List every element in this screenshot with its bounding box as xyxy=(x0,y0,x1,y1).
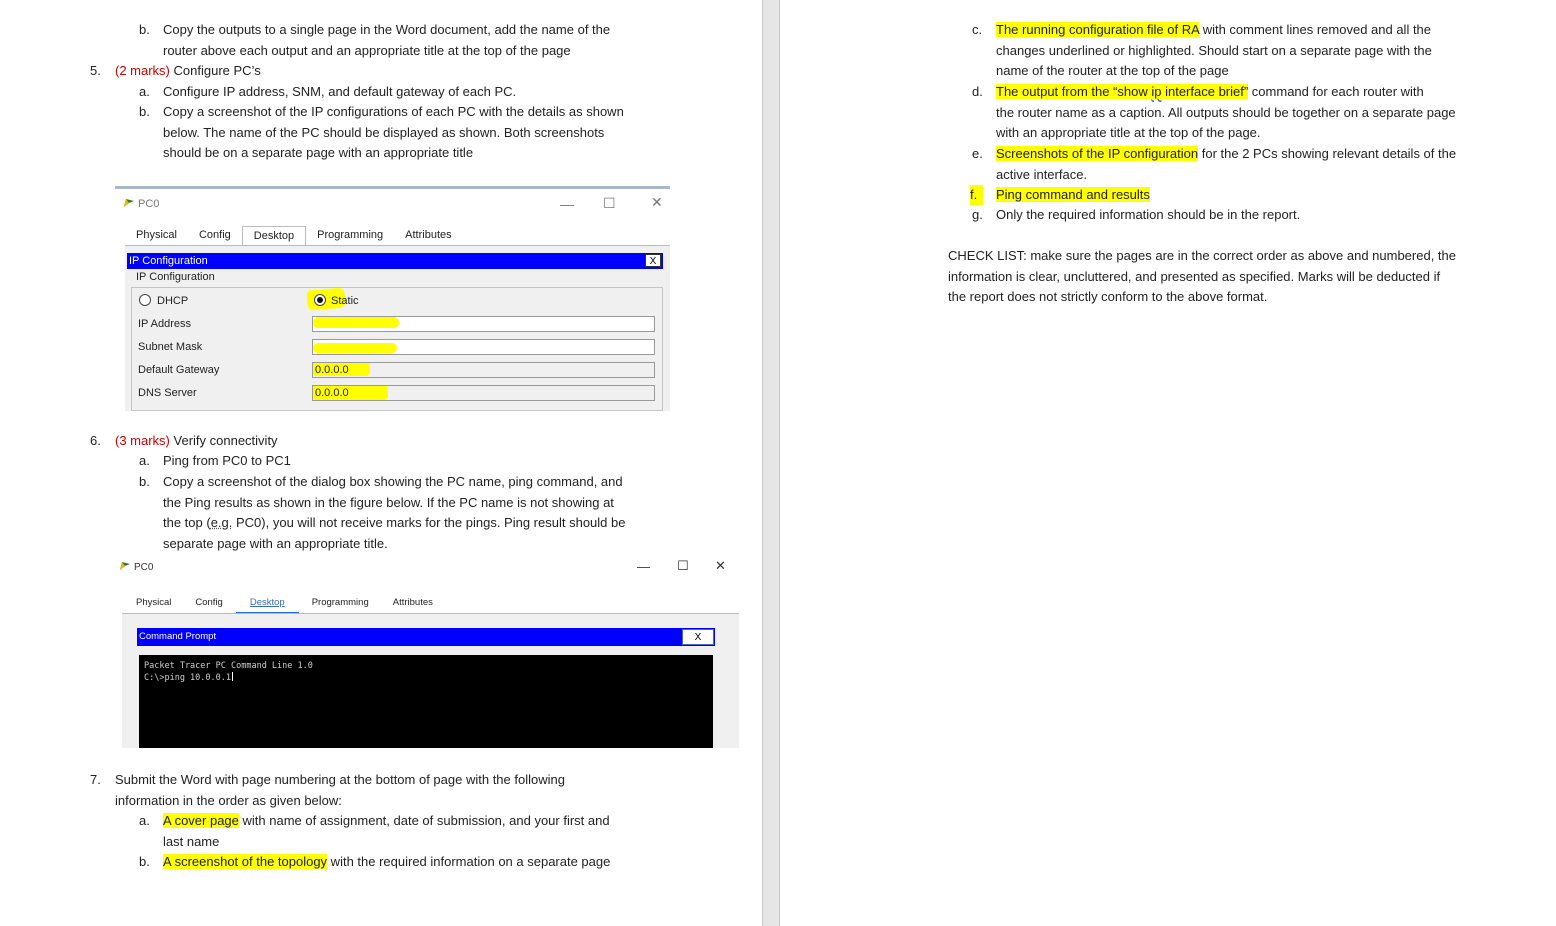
item-6-title: Verify connectivity xyxy=(173,433,278,448)
text-segment: the top ( xyxy=(163,515,211,530)
command-prompt-titlebar: Command Prompt xyxy=(137,628,715,646)
ip-configuration-titlebar: IP Configuration xyxy=(127,253,663,269)
dhcp-label: DHCP xyxy=(157,295,189,307)
list-marker: g. xyxy=(972,207,983,222)
list-marker: a. xyxy=(139,84,150,99)
item-7-line-2: information in the order as given below: xyxy=(115,793,342,808)
highlighted-text: Screenshots of the IP configuration xyxy=(996,146,1199,161)
command-prompt-screenshot xyxy=(115,557,739,747)
item-d-line-1 xyxy=(996,82,1424,102)
tab-physical[interactable]: Physical xyxy=(136,229,177,241)
highlighted-text: Ping command and results xyxy=(996,187,1150,202)
item-e-line-1 xyxy=(996,144,1456,164)
tab-desktop[interactable]: Desktop xyxy=(242,226,306,245)
list-marker: d. xyxy=(972,84,983,99)
marks-label: (2 marks) xyxy=(115,63,170,78)
text-segment: e.g. xyxy=(210,515,233,530)
terminal-output[interactable] xyxy=(139,655,713,748)
page-gutter xyxy=(762,0,780,926)
tab-config[interactable]: Config xyxy=(198,229,231,241)
checklist-line-1: CHECK LIST: make sure the pages are in the correct order as above and numbered, the xyxy=(948,248,1456,263)
list-marker: b. xyxy=(139,22,150,37)
item-c-line-3: name of the router at the top of the page xyxy=(996,63,1229,78)
terminal-line: Packet Tracer PC Command Line 1.0 xyxy=(144,661,313,671)
static-label: Static xyxy=(331,295,359,307)
desktop-panel xyxy=(125,245,670,411)
list-number: 6. xyxy=(90,433,101,448)
highlight-mark xyxy=(313,343,397,353)
item-6a-text: Ping from PC0 to PC1 xyxy=(163,453,291,468)
text-segment: PC0), you will not receive marks for the pings. Ping result should be xyxy=(232,515,626,530)
item-5b-text-line-2: below. The name of the PC should be displayed as shown. Both screenshots xyxy=(163,125,605,140)
ip-config-close-button[interactable]: X xyxy=(645,254,661,267)
item-5b-line-1: Copy the outputs to a single page in the Word document, add the name of the xyxy=(163,22,611,37)
default-gateway-field[interactable]: 0.0.0.0 xyxy=(312,362,655,378)
list-marker: b. xyxy=(139,104,150,119)
packet-tracer-icon xyxy=(123,198,135,208)
item-6b-line-1: Copy a screenshot of the dialog box showing the PC name, ping command, and xyxy=(163,474,623,489)
maximize-icon[interactable]: ☐ xyxy=(677,558,689,573)
tab-config[interactable]: Config xyxy=(195,597,223,608)
item-f-line-1 xyxy=(996,185,1150,205)
desktop-panel xyxy=(122,613,739,748)
dhcp-radio[interactable] xyxy=(139,294,151,306)
tab-attributes[interactable]: Attributes xyxy=(392,597,433,608)
list-marker: b. xyxy=(139,854,150,869)
text-cursor xyxy=(232,672,233,681)
list-number: 5. xyxy=(90,63,101,78)
text-segment: command for each router with xyxy=(1248,84,1424,99)
tab-physical[interactable]: Physical xyxy=(136,597,172,608)
minimize-icon[interactable]: — xyxy=(637,559,650,574)
highlight-mark xyxy=(313,317,399,328)
tab-programming[interactable]: Programming xyxy=(311,597,369,608)
item-7-line-1: Submit the Word with page numbering at the bottom of page with the following xyxy=(115,772,565,787)
text-segment: with comment lines removed and all the xyxy=(1199,22,1432,37)
item-5b-line-2: router above each output and an appropriate title at the top of the page xyxy=(163,43,571,58)
list-marker: e. xyxy=(972,146,983,161)
item-5-title: Configure PC’s xyxy=(173,63,261,78)
document-page-right xyxy=(780,0,1556,926)
item-5b-text-line-1: Copy a screenshot of the IP configurations of each PC with the details as shown xyxy=(163,104,624,119)
item-e-line-2: active interface. xyxy=(996,167,1088,182)
packet-tracer-icon xyxy=(119,561,131,571)
highlighted-text xyxy=(996,84,1248,99)
ip-configuration-screenshot xyxy=(115,186,670,410)
list-marker: b. xyxy=(139,474,150,489)
item-7b-line-1 xyxy=(163,852,610,872)
checklist-line-3: the report does not strictly conform to the above format. xyxy=(948,289,1268,304)
list-marker: c. xyxy=(972,22,983,37)
item-6-heading xyxy=(115,431,278,451)
ip-address-label: IP Address xyxy=(138,318,191,330)
checklist-line-2: information is clear, uncluttered, and presented as specified. Marks will be deducted if xyxy=(948,269,1441,284)
item-g-line-1: Only the required information should be in the report. xyxy=(996,207,1301,222)
text-segment: interface brief” xyxy=(1161,84,1249,99)
item-c-line-1 xyxy=(996,20,1431,40)
section-heading: IP Configuration xyxy=(136,271,215,283)
item-5b-text-line-3: should be on a separate page with an appropriate title xyxy=(163,145,474,160)
subnet-mask-label: Subnet Mask xyxy=(138,341,203,353)
text-segment: ip xyxy=(1151,84,1162,99)
marks-label: (3 marks) xyxy=(115,433,170,448)
highlighted-text: A screenshot of the topology xyxy=(163,854,328,869)
item-5a-text: Configure IP address, SNM, and default gateway of each PC. xyxy=(163,84,517,99)
terminal-command: C:\>ping 10.0.0.1 xyxy=(144,673,231,683)
terminal-line xyxy=(144,672,708,684)
text-segment: with name of assignment, date of submission, and your first and xyxy=(238,813,610,828)
list-marker: f. xyxy=(970,185,983,205)
tab-attributes[interactable]: Attributes xyxy=(405,229,452,241)
tab-programming[interactable]: Programming xyxy=(317,229,384,241)
item-d-line-3: with an appropriate title at the top of the page. xyxy=(996,125,1261,140)
item-6b-line-2: the Ping results as shown in the figure below. If the PC name is not showing at xyxy=(163,495,614,510)
item-5-heading xyxy=(115,61,261,81)
item-7a-line-1 xyxy=(163,811,610,831)
minimize-icon[interactable]: — xyxy=(560,196,574,212)
item-7a-line-2: last name xyxy=(163,834,220,849)
command-prompt-close-button[interactable]: X xyxy=(682,629,714,645)
dns-server-field[interactable]: 0.0.0.0 xyxy=(312,385,655,401)
tab-desktop[interactable]: Desktop xyxy=(236,594,299,616)
close-icon[interactable]: ✕ xyxy=(715,558,726,573)
static-radio[interactable] xyxy=(314,294,326,306)
list-number: 7. xyxy=(90,772,101,787)
close-icon[interactable]: ✕ xyxy=(651,194,663,210)
highlighted-text: The running configuration file of RA xyxy=(996,22,1200,37)
item-6b-line-4: separate page with an appropriate title. xyxy=(163,536,388,551)
dns-server-label: DNS Server xyxy=(138,387,197,399)
item-6b-line-3 xyxy=(163,513,625,533)
item-c-line-2: changes underlined or highlighted. Should start on a separate page with the xyxy=(996,43,1432,58)
text-segment: for the 2 PCs showing relevant details of the xyxy=(1198,146,1457,161)
list-marker: a. xyxy=(139,453,150,468)
highlighted-text: A cover page xyxy=(163,813,239,828)
window-title xyxy=(123,198,159,210)
window-title xyxy=(119,561,153,573)
item-d-line-2: the router name as a caption. All outputs should be together on a separate page xyxy=(996,105,1456,120)
screenshot-crop-edge xyxy=(115,186,670,189)
default-gateway-label: Default Gateway xyxy=(138,364,220,376)
text-segment: with the required information on a separate page xyxy=(327,854,611,869)
list-marker: a. xyxy=(139,813,150,828)
text-segment: The output from the “show xyxy=(996,84,1152,99)
maximize-icon[interactable]: ☐ xyxy=(603,195,616,211)
tab-bar xyxy=(125,226,463,245)
window-title-text: PC0 xyxy=(138,198,160,210)
window-title-text: PC0 xyxy=(134,562,154,573)
document-page-left xyxy=(0,0,762,926)
